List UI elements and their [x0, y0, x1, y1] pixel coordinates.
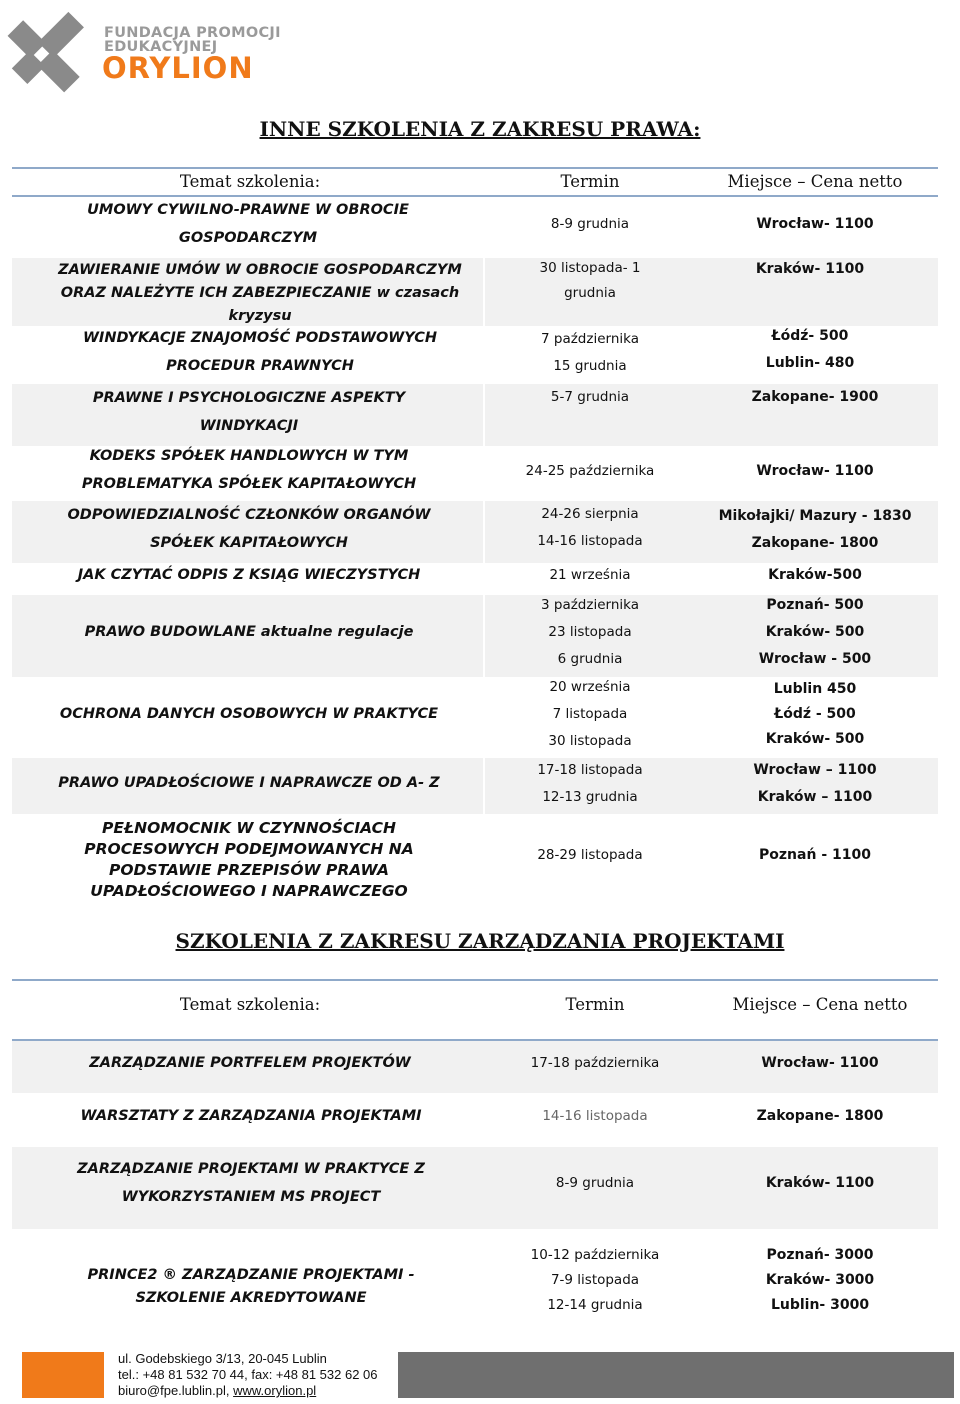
footer-separator: , — [225, 1383, 234, 1398]
footer-accent-gray — [398, 1352, 954, 1398]
table-row-place: Mikołajki/ Mazury - 1830 Zakopane- 1800 — [718, 508, 912, 551]
table-row-topic: WINDYKACJE ZNAJOMOŚĆ PODSTAWOWYCH PROCEDUR PRAWNYCH — [82, 330, 438, 374]
footer-address: ul. Godebskiego 3/13, 20-045 Lublin — [118, 1351, 327, 1366]
table-row-topic: PRAWO BUDOWLANE aktualne regulacje — [84, 624, 414, 640]
table-row-place: Wrocław- 1100 — [756, 463, 874, 479]
table-row-date: 20 września 7 listopada 30 listopada — [548, 679, 632, 749]
table-row-place: Poznań- 500 Kraków- 500 Wrocław - 500 — [758, 597, 872, 667]
table-row-date: 3 października 23 listopada 6 grudnia — [541, 597, 639, 667]
table-row-place: Poznań- 3000 Kraków- 3000 Lublin- 3000 — [765, 1247, 875, 1313]
table-row-date: 30 listopada- 1 grudnia — [539, 260, 641, 301]
table-row-date: 8-9 grudnia — [550, 216, 630, 232]
table-row-topic: WARSZTATY Z ZARZĄDZANIA PROJEKTAMI — [80, 1108, 422, 1124]
table-row-date: 17-18 października — [530, 1055, 660, 1071]
header-date: Termin — [560, 172, 620, 191]
foundation-logo — [0, 0, 300, 110]
table-row-place: Poznań - 1100 — [759, 847, 871, 863]
table-row-topic: KODEKS SPÓŁEK HANDLOWYCH W TYM PROBLEMATYKA SPÓŁEK KAPITAŁOWYCH — [81, 448, 417, 492]
section-title-law: INNE SZKOLENIA Z ZAKRESU PRAWA: — [259, 117, 701, 141]
table-row-date: 24-25 października — [525, 463, 655, 479]
table-row-topic: ZARZĄDZANIE PORTFELEM PROJEKTÓW — [89, 1055, 411, 1071]
table-row-topic: PRAWO UPADŁOŚCIOWE I NAPRAWCZE OD A- Z — [58, 775, 440, 791]
header-place: Miejsce – Cena netto — [732, 995, 908, 1014]
header-date: Termin — [565, 995, 625, 1014]
table-row-topic: ZARZĄDZANIE PROJEKTAMI W PRAKTYCE Z WYKORZYSTANIEM MS PROJECT — [77, 1161, 425, 1205]
footer-phone: tel.: +48 81 532 70 44, fax: +48 81 532 62 06 — [118, 1367, 378, 1382]
table-row-date: 24-26 sierpnia 14-16 listopada — [537, 506, 643, 549]
logo-mark-icon — [0, 0, 110, 110]
logo-name: ORYLION — [102, 51, 254, 85]
footer-contact — [118, 1351, 378, 1399]
table-row-topic: PEŁNOMOCNIK W CZYNNOŚCIACH PROCESOWYCH PODEJMOWANYCH NA PODSTAWIE PRZEPISÓW PRAWA UPADŁOŚCIOWEGO I NAPRAWCZEGO — [84, 819, 414, 900]
table-row-topic: UMOWY CYWILNO-PRAWNE W OBROCIE GOSPODARCZYM — [87, 202, 409, 246]
table-row-topic: OCHRONA DANYCH OSOBOWYCH W PRAKTYCE — [59, 706, 439, 722]
table-row-place: Kraków- 1100 — [755, 261, 865, 277]
table-row-date: 21 września — [549, 567, 631, 583]
table-row-place: Łódź- 500 Lublin- 480 — [765, 328, 855, 371]
header-topic: Temat szkolenia: — [179, 995, 321, 1014]
footer-website-link[interactable]: www.orylion.pl — [233, 1383, 317, 1398]
table-row-topic: ZAWIERANIE UMÓW W OBROCIE GOSPODARCZYM ORAZ NALEŻYTE ICH ZABEZPIECZANIE w czasach kryzysu — [58, 262, 462, 324]
table-row-topic: JAK CZYTAĆ ODPIS Z KSIĄG WIECZYSTYCH — [77, 567, 421, 583]
table-row-date: 28-29 listopada — [537, 847, 643, 863]
table-row-place: Zakopane- 1900 — [751, 389, 879, 405]
table-row-topic: PRINCE2 ® ZARZĄDZANIE PROJEKTAMI - SZKOLENIE AKREDYTOWANE — [87, 1267, 415, 1306]
footer-email[interactable]: biuro@fpe.lublin.pl — [118, 1383, 226, 1398]
table-row-place: Kraków-500 — [768, 567, 862, 583]
table-row-place: Wrocław- 1100 — [761, 1055, 879, 1071]
table-row-place: Kraków- 1100 — [765, 1175, 875, 1191]
table-row-date: 10-12 października 7-9 listopada 12-14 grudnia — [530, 1247, 660, 1313]
table-row-topic: PRAWNE I PSYCHOLOGICZNE ASPEKTY WINDYKACJI — [92, 390, 406, 434]
section-title-projects: SZKOLENIA Z ZAKRESU ZARZĄDZANIA PROJEKTAMI — [175, 929, 785, 953]
table-row-date: 5-7 grudnia — [550, 389, 630, 405]
header-place: Miejsce – Cena netto — [727, 172, 903, 191]
logo-line-2: EDUKACYJNEJ — [104, 39, 218, 55]
header-topic: Temat szkolenia: — [179, 172, 321, 191]
logo-line-1: FUNDACJA PROMOCJI — [104, 25, 281, 41]
table-row-date: 14-16 listopada — [542, 1108, 648, 1124]
table-row-date: 7 października 15 grudnia — [541, 331, 639, 374]
table-row-place: Wrocław – 1100 Kraków – 1100 — [753, 762, 877, 805]
table-row-date: 8-9 grudnia — [555, 1175, 635, 1191]
table-row-place: Wrocław- 1100 — [756, 216, 874, 232]
table-row-place: Zakopane- 1800 — [756, 1108, 884, 1124]
footer-accent-orange — [22, 1352, 104, 1398]
table-row-place: Lublin 450 Łódź - 500 Kraków- 500 — [765, 681, 865, 747]
table-row-date: 17-18 listopada 12-13 grudnia — [537, 762, 643, 805]
table-row-topic: ODPOWIEDZIALNOŚĆ CZŁONKÓW ORGANÓW SPÓŁEK KAPITAŁOWYCH — [67, 507, 431, 551]
